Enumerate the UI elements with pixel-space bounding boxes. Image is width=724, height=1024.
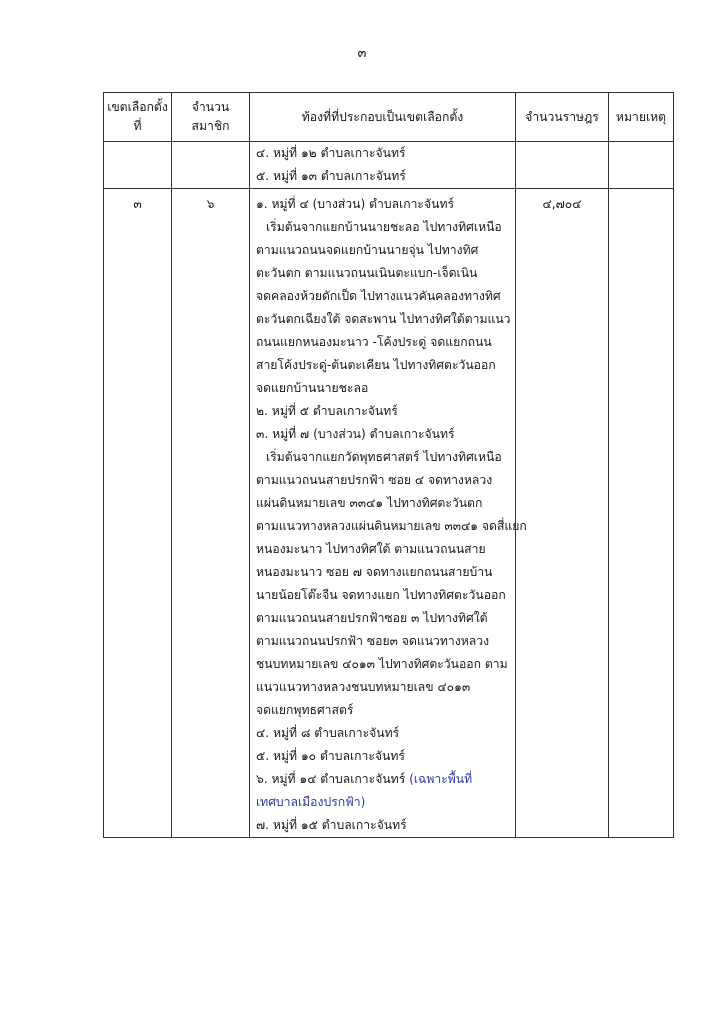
- area-note-cont: เทศบาลเมืองปรกฟ้า): [256, 795, 366, 809]
- area-line: ๓. หมู่ที่ ๗ (บางส่วน) ตำบลเกาะจันทร์: [256, 427, 455, 441]
- area-line-prefix: ๖. หมู่ที่ ๑๔ ตำบลเกาะจันทร์: [256, 772, 410, 786]
- cell-area-continued: [250, 142, 516, 189]
- area-line: ตามแนวถนนสายปรกฟ้า ซอย ๔ จดทางหลวง: [256, 473, 493, 487]
- header-district-line2: ที่: [133, 119, 142, 133]
- header-remark: หมายเหตุ: [609, 93, 674, 142]
- cell-members-empty: [172, 142, 250, 189]
- table-row-continued: [104, 142, 674, 189]
- header-district: [104, 93, 172, 142]
- header-population: จำนวนราษฎร: [516, 93, 609, 142]
- area-line: จดแยกบ้านนายชะลอ: [256, 381, 369, 395]
- header-area: ท้องที่ที่ประกอบเป็นเขตเลือกตั้ง: [250, 93, 516, 142]
- cell-district: [104, 189, 172, 838]
- cell-area: [250, 189, 527, 838]
- area-line: ตามแนวถนนปรกฟ้า ซอย๓ จดแนวทางหลวง: [256, 634, 490, 648]
- members-count: ๖: [206, 197, 215, 211]
- area-line: จดคลองห้วยดักเป็ด ไปทางแนวคันคลองทางทิศ: [256, 289, 501, 303]
- area-line: ๑. หมู่ที่ ๔ (บางส่วน) ตำบลเกาะจันทร์: [256, 197, 455, 211]
- area-line: ถนนแยกหนองมะนาว -โค้งประดู่ จดแยกถนน: [256, 335, 492, 349]
- header-members: [172, 93, 250, 142]
- area-line: ๒. หมู่ที่ ๕ ตำบลเกาะจันทร์: [256, 404, 398, 418]
- area-line: ๔. หมู่ที่ ๘ ตำบลเกาะจันทร์: [256, 726, 400, 740]
- table-row-district-3: [104, 189, 674, 838]
- area-note: (เฉพาะพื้นที่: [409, 772, 473, 786]
- area-line: ๕. หมู่ที่ ๑๐ ตำบลเกาะจันทร์: [256, 749, 405, 763]
- cell-remark: [609, 189, 674, 838]
- table-header-row: [104, 93, 674, 142]
- cell-population-empty: [516, 142, 609, 189]
- area-line: จดแยกพุทธศาสตร์: [256, 703, 354, 717]
- area-line: แนวแนวทางหลวงชนบทหมายเลข ๔๐๑๓: [256, 680, 471, 694]
- area-line: ๗. หมู่ที่ ๑๕ ตำบลเกาะจันทร์: [256, 818, 407, 832]
- area-line: ตามแนวถนนสายปรกฟ้าซอย ๓ ไปทางทิศใต้: [256, 611, 488, 625]
- district-number: ๓: [133, 197, 142, 211]
- district-table: [103, 92, 674, 838]
- area-line: ชนบทหมายเลข ๔๐๑๓ ไปทางทิศตะวันออก ตาม: [256, 657, 508, 671]
- area-line: เริ่มต้นจากแยกบ้านนายชะลอ ไปทางทิศเหนือ: [266, 220, 502, 234]
- page-number: ๓: [357, 46, 367, 61]
- remark-value: [609, 189, 673, 193]
- area-line: สายโค้งประดู่-ต้นตะเคียน ไปทางทิศตะวันออก: [256, 358, 496, 372]
- header-district-line1: เขตเลือกตั้ง: [107, 100, 168, 114]
- area-line-note-cont: [250, 791, 515, 814]
- area-line: หนองมะนาว ซอย ๗ จดทางแยกถนนสายบ้าน: [256, 565, 493, 579]
- area-line: หนองมะนาว ไปทางทิศใต้ ตามแนวถนนสาย: [256, 542, 486, 556]
- area-line: ตะวันตก ตามแนวถนนเนินตะแบก-เจ็ดเนิน: [256, 266, 478, 280]
- area-line: เริ่มต้นจากแยกวัดพุทธศาสตร์ ไปทางทิศเหนือ: [266, 450, 502, 464]
- area-line: ๕. หมู่ที่ ๑๓ ตำบลเกาะจันทร์: [256, 169, 406, 183]
- cell-district-empty: [104, 142, 172, 189]
- area-line: ๔. หมู่ที่ ๑๒ ตำบลเกาะจันทร์: [256, 146, 406, 160]
- cell-population: [516, 189, 609, 838]
- area-line: ตามแนวถนนจดแยกบ้านนายจุ่น ไปทางทิศ: [256, 243, 479, 257]
- cell-members: [172, 189, 250, 838]
- header-members-line2: สมาชิก: [191, 119, 230, 133]
- population-value: ๔,๗๐๔: [542, 197, 582, 211]
- cell-remark-empty: [609, 142, 674, 189]
- header-members-line1: จำนวน: [191, 100, 230, 114]
- area-line-with-note: [250, 768, 515, 791]
- area-line: ตามแนวทางหลวงแผ่นดินหมายเลข ๓๓๔๑ จดสี่แยก: [256, 519, 527, 533]
- area-line: ตะวันตกเฉียงใต้ จดสะพาน ไปทางทิศใต้ตามแนว: [256, 312, 511, 326]
- area-line: นายน้อยโต๊ะจีน จดทางแยก ไปทางทิศตะวันออก: [256, 588, 506, 602]
- area-line: แผ่นดินหมายเลข ๓๓๔๑ ไปทางทิศตะวันตก: [256, 496, 483, 510]
